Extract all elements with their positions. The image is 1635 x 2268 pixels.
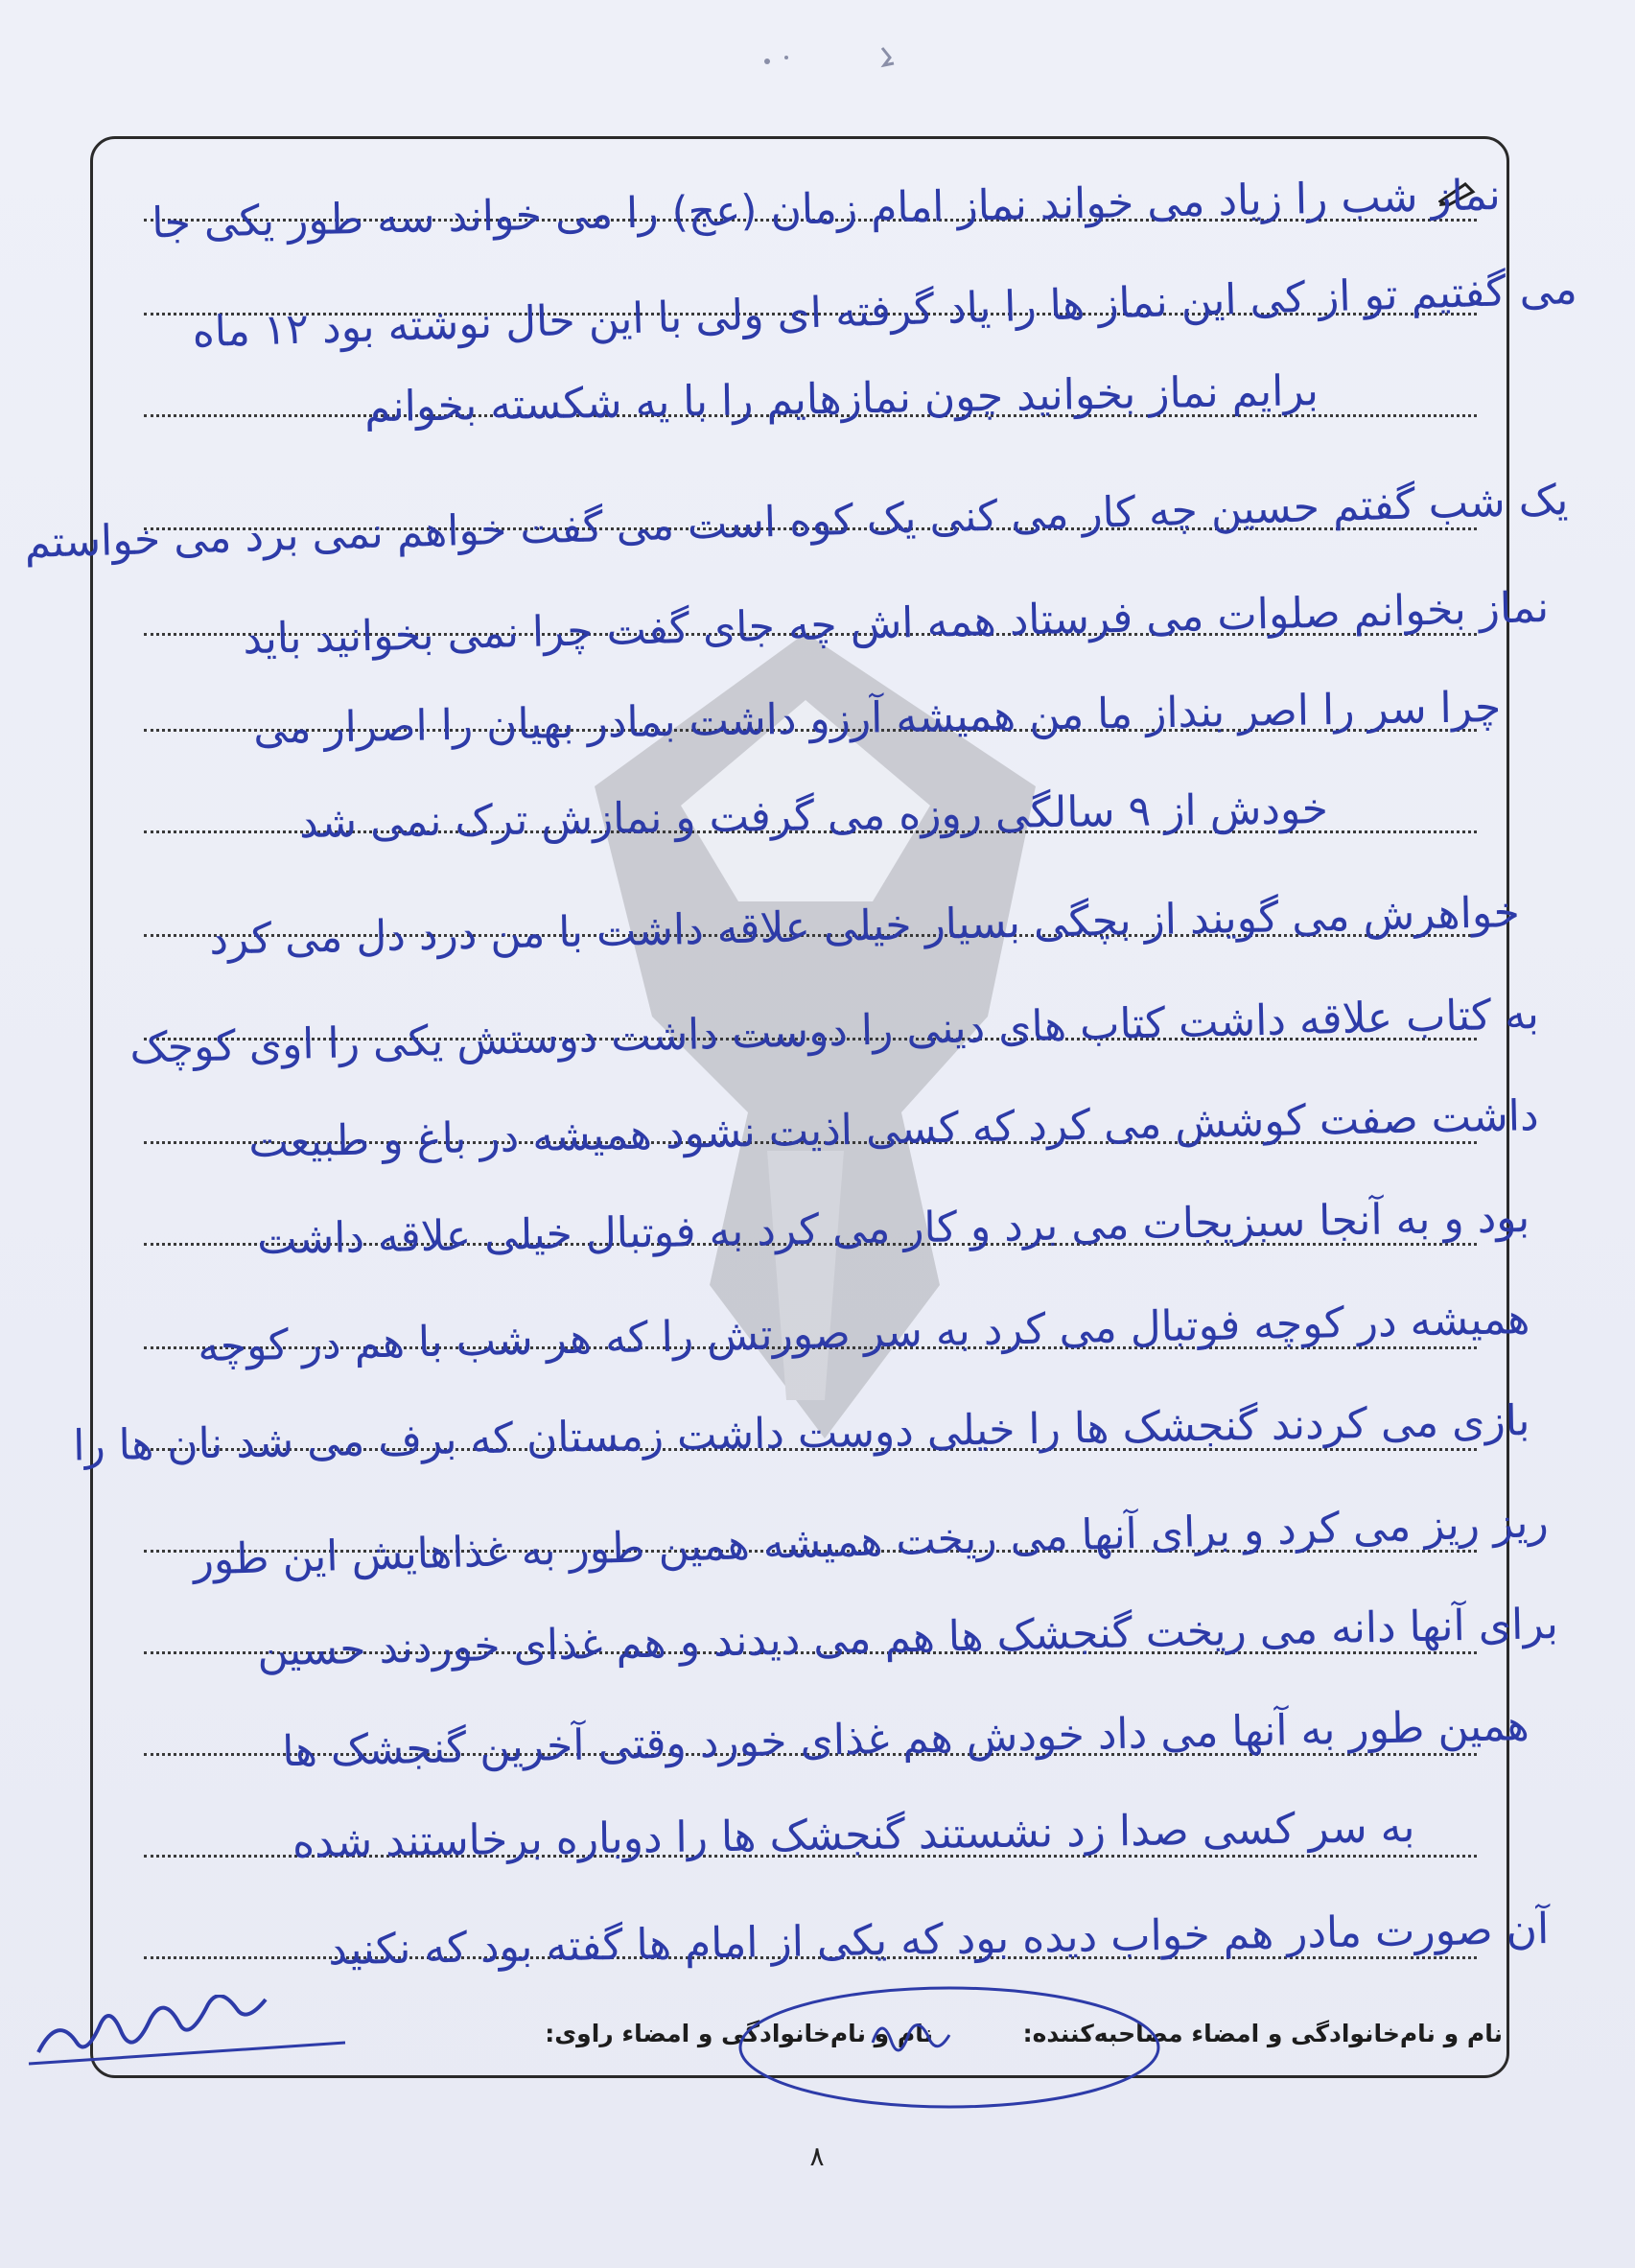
narrator-signature-label: نام و نام‌خانوادگی و امضاء راوی: [545,2020,933,2047]
handwritten-line: نماز بخوانم صلوات می فرستاد همه اش چه جای گفت چرا نمی بخوانید باید [242,583,1550,665]
handwritten-line: برایم نماز بخوانید چون نمازهایم را با یه شکسته بخوانم [363,366,1320,433]
handwritten-line: به سر کسی صدا زد نشستند گنجشک ها را دوباره برخاستند شده [292,1803,1415,1868]
interviewer-signature-label: نام و نام‌خانوادگی و امضاء مصاحبه‌کننده: [1022,2020,1503,2047]
handwritten-line: داشت صفت کوشش می کرد که کسی اذیت نشود همیشه در باغ و طبیعت [248,1091,1540,1168]
handwritten-line: همیشه در کوچه فوتبال می کرد به سر صورتش را که هر شب با هم در کوچه [197,1295,1530,1372]
handwritten-line: به کتاب علاقه داشت کتاب های دینی را دوست داشت دوستش یکی را اوی کوچک [128,990,1540,1073]
narrator-signature-icon [19,1995,364,2081]
handwritten-line: بازی می کردند گنجشک ها را خیلی دوست داشت زمستان که برف می شد نان ها را [72,1396,1530,1471]
handwritten-line: خواهرش می گویند از بچگی بسیار خیلی علاقه داشت با من درد دل می کرد [209,888,1521,965]
handwritten-line: بود و به آنجا سبزیجات می برد و کار می کرد به فوتبال خیلی علاقه داشت [256,1193,1530,1265]
handwritten-line: چرا سر را اصر بنداز ما من همیشه آرزو داشت بمادر بهیان را اصرار می [252,683,1502,754]
handwritten-line: آن صورت مادر هم خواب دیده بود که یکی از امام ها گفته بود که نکنید [327,1905,1550,1976]
handwritten-line: خودش از ۹ سالگی روزه می گرفت و نمازش ترک نمی شد [298,784,1329,848]
scan-speck-icon [758,38,930,77]
page-number: ۸ [809,2140,825,2172]
handwritten-line: یک شب گفتم حسین چه کار می کنی یک کوه است می گفت خواهم نمی برد می خواستم [23,476,1569,568]
interviewer-signature-icon [729,1976,1170,2119]
handwritten-line: همین طور به آنها می داد خودش هم غذای خورد وقتی آخرین گنجشک ها [282,1701,1530,1777]
handwritten-line: می گفتیم تو از کی این نماز ها را یاد گرفته ای ولی با این حال نوشته بود ۱۲ ماه [192,265,1578,358]
handwritten-line: ریز ریز می کرد و برای آنها می ریخت همیشه همین طور به غذاهایش این طور [193,1498,1550,1585]
handwritten-line: نماز شب را زیاد می خواند نماز امام زمان (عج) را می خواند سه طور یکی جا [152,171,1502,248]
handwritten-line: برای آنها دانه می ریخت گنجشک ها هم می دیدند و هم غذای خوردند حسین [256,1600,1559,1676]
